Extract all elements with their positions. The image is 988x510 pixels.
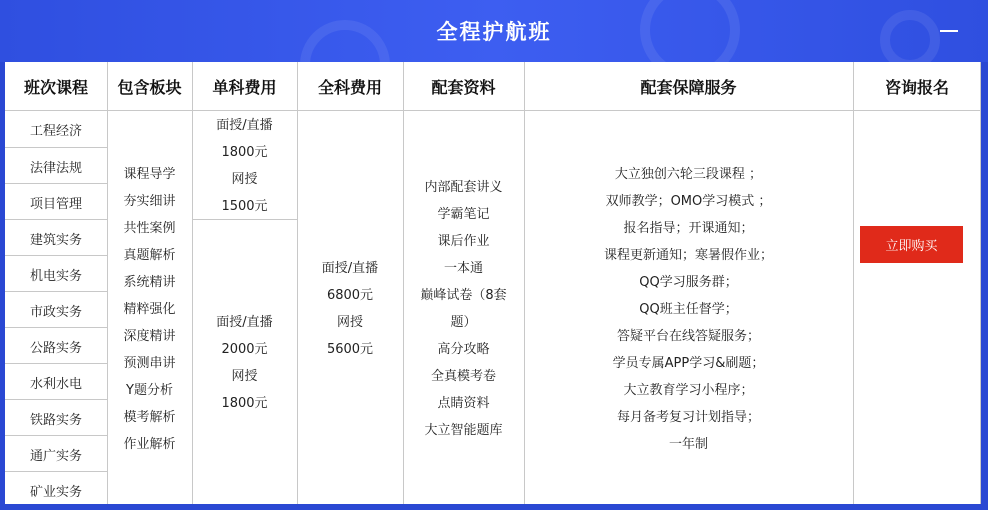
course-item: 建筑实务 <box>29 232 82 248</box>
module-item: 真题解析 <box>123 248 176 263</box>
col-header-full-fee: 全科费用 <box>317 77 382 97</box>
course-item: 法律法规 <box>29 160 82 176</box>
course-item: 通广实务 <box>29 448 82 464</box>
service-item: QQ班主任督学； <box>639 302 738 317</box>
fee-line: 面授/直播 <box>321 261 379 276</box>
service-item: 大立教育学习小程序； <box>623 383 754 398</box>
fee-line: 2000元 <box>221 342 268 357</box>
service-item: 报名指导；开课通知； <box>623 221 754 236</box>
course-item: 水利水电 <box>29 376 82 392</box>
panel-bottom-bar <box>0 504 988 510</box>
fee-line: 网授 <box>336 315 363 330</box>
service-item: 大立独创六轮三段课程 ； <box>614 167 763 182</box>
col-header-enroll: 咨询报名 <box>884 77 949 97</box>
material-item: 点睛资料 <box>437 396 490 411</box>
header-divider <box>5 110 981 111</box>
service-item: QQ学习服务群； <box>639 275 738 290</box>
service-item: 答疑平台在线答疑服务； <box>616 329 760 344</box>
fee-line: 面授/直播 <box>216 315 273 330</box>
course-item: 工程经济 <box>29 123 82 139</box>
col-divider <box>980 62 981 510</box>
service-item: 双师教学；OMO学习模式 ； <box>605 194 772 209</box>
modules-list <box>107 161 192 458</box>
col-header-modules: 包含板块 <box>117 77 182 97</box>
module-item: 模考解析 <box>123 410 176 425</box>
col-header-course: 班次课程 <box>23 77 88 97</box>
col-header-services: 配套保障服务 <box>640 77 737 97</box>
module-item: 作业解析 <box>123 437 176 452</box>
service-item: 课程更新通知；寒暑假作业； <box>603 248 773 263</box>
material-item: 题） <box>450 315 477 330</box>
course-item: 项目管理 <box>29 196 82 212</box>
fee-line: 6800元 <box>326 288 374 303</box>
materials-list <box>403 174 524 444</box>
course-item: 矿业实务 <box>29 484 82 500</box>
fee-line: 网授 <box>231 369 258 384</box>
service-item: 学员专属APP学习&刷题； <box>612 356 765 371</box>
module-item: 深度精讲 <box>123 329 176 344</box>
full-fee <box>297 255 403 363</box>
material-item: 一本通 <box>443 261 483 276</box>
material-item: 巅峰试卷（8套 <box>420 288 507 303</box>
module-item: 共性案例 <box>123 221 176 236</box>
service-item: 每月备考复习计划指导； <box>616 410 760 425</box>
single-fee-top <box>192 112 297 220</box>
module-item: 课程导学 <box>123 167 176 182</box>
service-item: 一年制 <box>668 437 708 452</box>
fee-line: 5600元 <box>326 342 374 357</box>
col-divider <box>853 62 854 510</box>
module-item: Y题分析 <box>126 383 173 398</box>
course-item: 公路实务 <box>29 340 82 356</box>
course-item: 机电实务 <box>29 268 82 284</box>
services-list <box>524 161 853 458</box>
material-item: 学霸笔记 <box>437 207 490 222</box>
material-item: 大立智能题库 <box>424 423 503 438</box>
material-item: 全真模考卷 <box>430 369 496 384</box>
module-item: 系统精讲 <box>123 275 176 290</box>
single-fee-bottom <box>192 309 297 417</box>
course-table <box>5 62 981 510</box>
course-item: 铁路实务 <box>29 412 82 428</box>
collapse-icon[interactable] <box>940 30 958 32</box>
fee-line: 面授/直播 <box>216 118 273 133</box>
fee-line: 网授 <box>231 172 258 187</box>
material-item: 课后作业 <box>437 234 490 249</box>
material-item: 高分攻略 <box>437 342 490 357</box>
panel-title: 全程护航班 <box>436 20 552 44</box>
col-header-materials: 配套资料 <box>431 77 496 97</box>
module-item: 预测串讲 <box>123 356 176 371</box>
module-item: 精粹强化 <box>123 302 176 317</box>
col-header-single-fee: 单科费用 <box>212 77 277 97</box>
course-item: 市政实务 <box>29 304 82 320</box>
material-item: 内部配套讲义 <box>424 180 503 195</box>
panel-header <box>0 0 988 62</box>
buy-now-button[interactable]: 立即购买 <box>860 226 963 263</box>
fee-line: 1500元 <box>221 199 268 214</box>
fee-line: 1800元 <box>221 396 268 411</box>
module-item: 夯实细讲 <box>123 194 176 209</box>
fee-line: 1800元 <box>221 145 268 160</box>
